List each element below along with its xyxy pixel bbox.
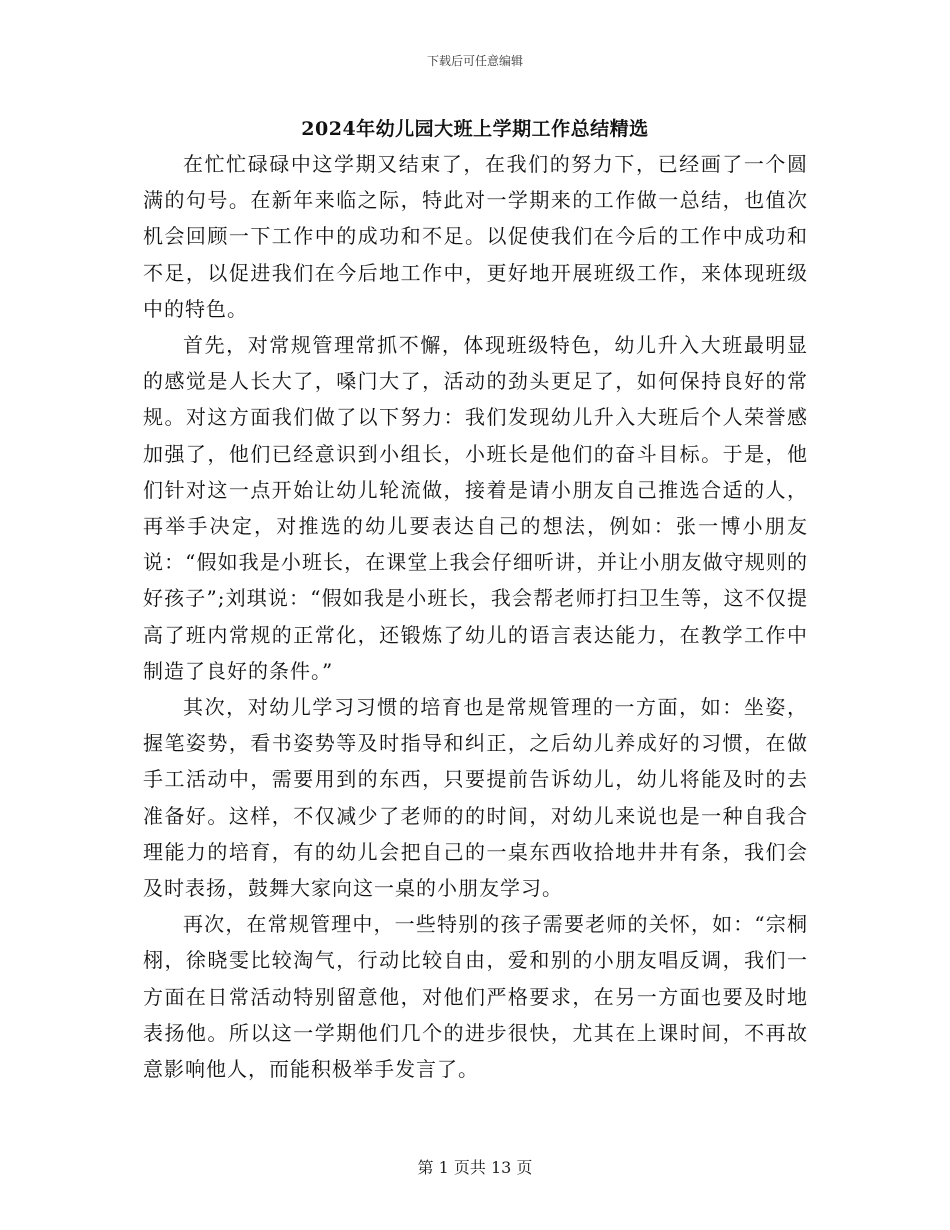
paragraph: 其次，对幼儿学习习惯的培育也是常规管理的一方面，如：坐姿，握笔姿势，看书姿势等及时指导和纠正，之后幼儿养成好的习惯，在做手工活动中，需要用到的东西，只要提前告诉幼儿，幼儿将能及时的去准备好。这样，不仅减少了老师的的时间，对幼儿来说也是一种自我合理能力的培育，有的幼儿会把自己的一桌东西收拾地井井有条，我们会及时表扬，鼓舞大家向这一桌的小朋友学习。 <box>143 695 808 901</box>
header-note: 下载后可任意编辑 <box>426 54 523 68</box>
document-title: 2024年幼儿园大班上学期工作总结精选 <box>301 118 649 140</box>
paragraph: 在忙忙碌碌中这学期又结束了，在我们的努力下，已经画了一个圆满的句号。在新年来临之际，特此对一学期来的工作做一总结，也值次机会回顾一下工作中的成功和不足。以促使我们在今后的工作中成功和不足，以促进我们在今后地工作中，更好地开展班级工作，来体现班级中的特色。 <box>143 152 808 321</box>
page-number: 第 1 页共 13 页 <box>417 1158 533 1177</box>
paragraph: 再次，在常规管理中，一些特别的孩子需要老师的关怀，如：“宗桐栩，徐晓雯比较淘气，行动比较自由，爱和别的小朋友唱反调，我们一方面在日常活动特别留意他，对他们严格要求，在另一方面也要及时地表扬他。所以这一学期他们几个的进步很快，尤其在上课时间，不再故意影响他人，而能积极举手发言了。 <box>143 912 808 1082</box>
paragraph: 首先，对常规管理常抓不懈，体现班级特色，幼儿升入大班最明显的感觉是人长大了，嗓门大了，活动的劲头更足了，如何保持良好的常规。对这方面我们做了以下努力：我们发现幼儿升入大班后个人荣誉感加强了，他们已经意识到小组长，小班长是他们的奋斗目标。于是，他们针对这一点开始让幼儿轮流做，接着是请小朋友自己推选合适的人，再举手决定，对推选的幼儿要表达自己的想法，例如：张一博小朋友说：“假如我是小班长，在课堂上我会仔细听讲，并让小朋友做守规则的好孩子”;刘琪说：“假如我是小班长，我会帮老师打扫卫生等，这不仅提高了班内常规的正常化，还锻炼了幼儿的语言表达能力，在教学工作中制造了良好的条件。” <box>143 333 808 683</box>
document-body <box>143 146 808 1087</box>
